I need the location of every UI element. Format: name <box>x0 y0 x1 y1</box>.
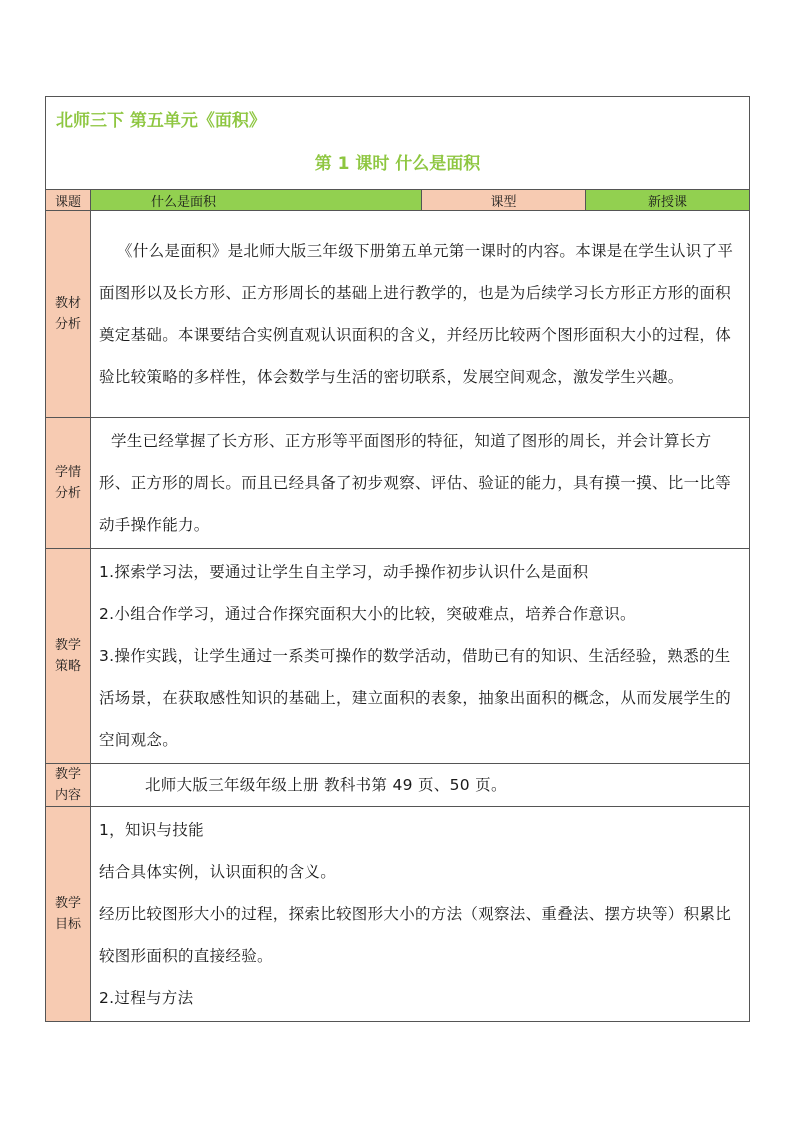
teaching-content-label-line2: 内容 <box>54 788 81 803</box>
strategy-item: 3.操作实践，让学生通过一系类可操作的数学活动，借助已有的知识、生活经验，熟悉的生活场景，在获取感性知识的基础上，建立面积的表象，抽象出面积的概念，从而发展学生的空间观念。 <box>99 647 732 749</box>
goal-item: 2.过程与方法 <box>99 989 194 1007</box>
series-title: 北师三下 第五单元《面积》 <box>56 111 266 131</box>
lesson-title: 第 1 课时 什么是面积 <box>314 154 481 174</box>
textbook-analysis-label-line2: 分析 <box>54 317 81 332</box>
strategy-item: 2.小组合作学习，通过合作探究面积大小的比较，突破难点，培养合作意识。 <box>99 605 636 623</box>
textbook-analysis-text: 《什么是面积》是北师大版三年级下册第五单元第一课时的内容。本课是在学生认识了平面图形以及长方形、正方形周长的基础上进行教学的，也是为后续学习长方形正方形的面积奠定基础。本课要结合实例直观认识面积的含义，并经历比较两个图形面积大小的过程，体验比较策略的多样性，体会数学与生活的密切联系，发展空间观念，激发学生兴趣。 <box>99 242 734 386</box>
title-row <box>46 97 750 190</box>
textbook-analysis-row <box>46 211 750 418</box>
lesson-plan-sheet <box>45 96 749 1022</box>
teaching-strategy-label-line2: 策略 <box>54 659 81 674</box>
type-value: 新授课 <box>586 190 750 211</box>
textbook-analysis-content <box>91 211 750 418</box>
goal-item: 结合具体实例，认识面积的含义。 <box>99 863 337 881</box>
type-label: 课型 <box>422 190 586 211</box>
teaching-content-content <box>91 764 750 807</box>
topic-label: 课题 <box>46 190 91 211</box>
teaching-goals-label-line2: 目标 <box>54 917 81 932</box>
teaching-strategy-label <box>46 549 91 764</box>
student-analysis-text: 学生已经掌握了长方形、正方形等平面图形的特征，知道了图形的周长，并会计算长方形、正方形的周长。而且已经具备了初步观察、评估、验证的能力，具有摸一摸、比一比等动手操作能力。 <box>99 432 732 534</box>
student-analysis-label-line1: 学情 <box>54 465 81 480</box>
teaching-goals-label <box>46 807 91 1022</box>
info-row <box>46 190 750 211</box>
goal-item: 经历比较图形大小的过程，探索比较图形大小的方法（观察法、重叠法、摆方块等）积累比较图形面积的直接经验。 <box>99 905 732 965</box>
teaching-goals-row <box>46 807 750 1022</box>
student-analysis-label-line2: 分析 <box>54 486 81 501</box>
teaching-content-label <box>46 764 91 807</box>
goal-item: 1，知识与技能 <box>99 821 204 839</box>
student-analysis-label <box>46 418 91 549</box>
textbook-analysis-label <box>46 211 91 418</box>
strategy-item: 1.探索学习法，要通过让学生自主学习，动手操作初步认识什么是面积 <box>99 563 589 581</box>
teaching-strategy-label-line1: 教学 <box>54 638 81 653</box>
student-analysis-content <box>91 418 750 549</box>
teaching-strategy-content <box>91 549 750 764</box>
teaching-goals-label-line1: 教学 <box>54 896 81 911</box>
title-cell <box>46 97 750 190</box>
topic-value: 什么是面积 <box>91 190 422 211</box>
teaching-strategy-row <box>46 549 750 764</box>
teaching-content-label-line1: 教学 <box>54 767 81 782</box>
teaching-content-text: 北师大版三年级年级上册 教科书第 49 页、50 页。 <box>145 776 507 794</box>
teaching-content-row <box>46 764 750 807</box>
lesson-plan-table <box>45 96 750 1022</box>
textbook-analysis-label-line1: 教材 <box>54 296 81 311</box>
teaching-goals-content <box>91 807 750 1022</box>
student-analysis-row <box>46 418 750 549</box>
